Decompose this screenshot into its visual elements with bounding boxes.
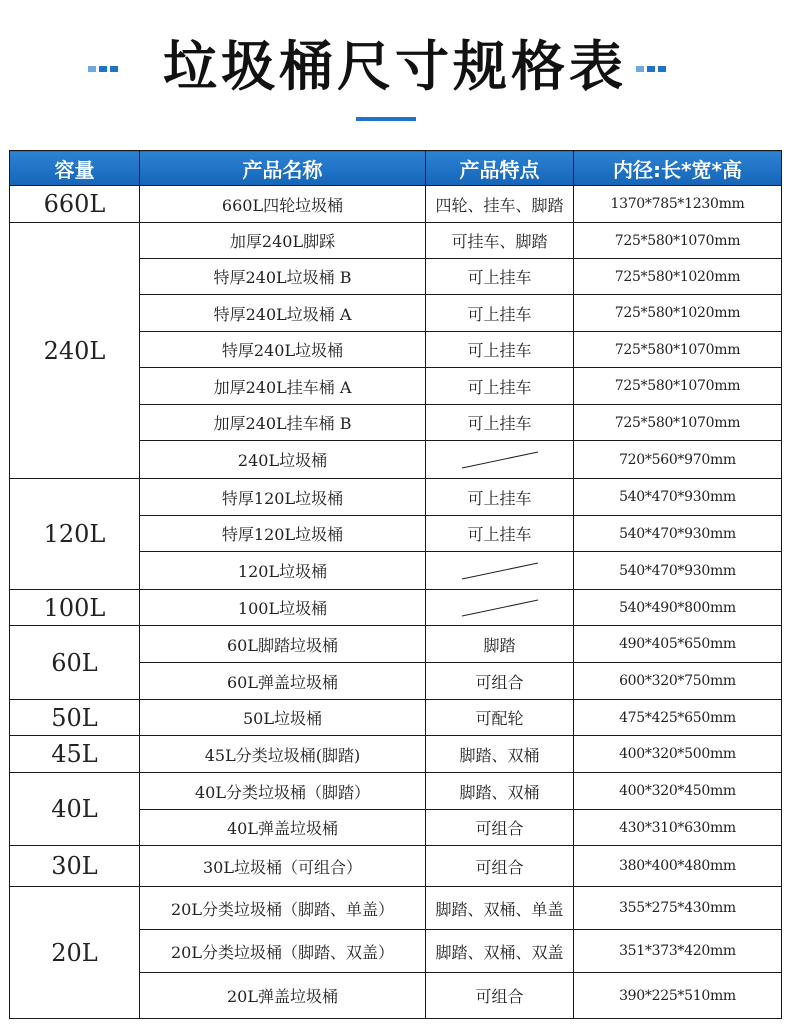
table-row <box>10 479 782 516</box>
dimension-cell: 400*320*500mm <box>574 736 782 773</box>
feature-cell <box>426 552 574 590</box>
product-name-cell: 加厚240L脚踩 <box>140 223 426 259</box>
product-name-cell: 100L垃圾桶 <box>140 590 426 626</box>
feature-cell: 四轮、挂车、脚踏 <box>426 186 574 223</box>
feature-cell <box>426 590 574 626</box>
table-row <box>10 887 782 930</box>
product-name-cell: 50L垃圾桶 <box>140 700 426 736</box>
title-decoration-right <box>636 66 666 72</box>
table-row <box>10 773 782 810</box>
empty-slash-icon <box>460 596 540 620</box>
dimension-cell: 490*405*650mm <box>574 626 782 663</box>
product-name-cell: 加厚240L挂车桶 A <box>140 368 426 405</box>
dimension-cell: 1370*785*1230mm <box>574 186 782 223</box>
table-row <box>10 626 782 663</box>
product-name-cell: 240L垃圾桶 <box>140 441 426 479</box>
dimension-cell: 540*470*930mm <box>574 516 782 552</box>
feature-cell: 脚踏、双桶 <box>426 736 574 773</box>
product-name-cell: 加厚240L挂车桶 B <box>140 405 426 441</box>
dimension-cell: 351*373*420mm <box>574 930 782 973</box>
product-name-cell: 40L弹盖垃圾桶 <box>140 810 426 846</box>
feature-cell: 可组合 <box>426 846 574 887</box>
product-name-cell: 60L弹盖垃圾桶 <box>140 663 426 700</box>
product-name-cell: 特厚240L垃圾桶 B <box>140 259 426 295</box>
dimension-cell: 400*320*450mm <box>574 773 782 810</box>
header-dimensions: 内径:长*宽*高 <box>574 151 782 186</box>
capacity-cell: 60L <box>10 626 140 700</box>
empty-slash-icon <box>460 448 540 472</box>
table-header-row <box>10 151 782 186</box>
feature-cell: 可上挂车 <box>426 479 574 516</box>
feature-cell <box>426 441 574 479</box>
feature-cell: 可上挂车 <box>426 332 574 368</box>
dimension-cell: 540*470*930mm <box>574 479 782 516</box>
feature-cell: 可组合 <box>426 663 574 700</box>
dimension-cell: 725*580*1070mm <box>574 332 782 368</box>
title-underline <box>356 117 416 121</box>
feature-cell: 脚踏、双桶、单盖 <box>426 887 574 930</box>
dimension-cell: 600*320*750mm <box>574 663 782 700</box>
capacity-cell: 40L <box>10 773 140 846</box>
dimension-cell: 725*580*1070mm <box>574 405 782 441</box>
capacity-cell: 45L <box>10 736 140 773</box>
feature-cell: 可配轮 <box>426 700 574 736</box>
dimension-cell: 540*470*930mm <box>574 552 782 590</box>
dimension-cell: 540*490*800mm <box>574 590 782 626</box>
dimension-cell: 725*580*1020mm <box>574 295 782 332</box>
capacity-cell: 100L <box>10 590 140 626</box>
product-name-cell: 特厚240L垃圾桶 <box>140 332 426 368</box>
product-name-cell: 45L分类垃圾桶(脚踏) <box>140 736 426 773</box>
dimension-cell: 430*310*630mm <box>574 810 782 846</box>
dimension-cell: 725*580*1070mm <box>574 368 782 405</box>
dimension-cell: 475*425*650mm <box>574 700 782 736</box>
table-body <box>10 186 782 1019</box>
feature-cell: 脚踏 <box>426 626 574 663</box>
dimension-cell: 725*580*1070mm <box>574 223 782 259</box>
header-product-name: 产品名称 <box>140 151 426 186</box>
feature-cell: 可上挂车 <box>426 405 574 441</box>
product-name-cell: 20L分类垃圾桶（脚踏、双盖） <box>140 930 426 973</box>
product-name-cell: 660L四轮垃圾桶 <box>140 186 426 223</box>
spec-table <box>9 150 782 1019</box>
dimension-cell: 390*225*510mm <box>574 973 782 1019</box>
feature-cell: 可上挂车 <box>426 259 574 295</box>
product-name-cell: 20L分类垃圾桶（脚踏、单盖） <box>140 887 426 930</box>
feature-cell: 可上挂车 <box>426 368 574 405</box>
product-name-cell: 特厚120L垃圾桶 <box>140 516 426 552</box>
capacity-cell: 20L <box>10 887 140 1019</box>
feature-cell: 可挂车、脚踏 <box>426 223 574 259</box>
capacity-cell: 50L <box>10 700 140 736</box>
dimension-cell: 725*580*1020mm <box>574 259 782 295</box>
page-title: 垃圾桶尺寸规格表 <box>163 35 627 98</box>
table-row <box>10 736 782 773</box>
feature-cell: 可组合 <box>426 973 574 1019</box>
product-name-cell: 60L脚踏垃圾桶 <box>140 626 426 663</box>
table-row <box>10 590 782 626</box>
table-row <box>10 846 782 887</box>
header-features: 产品特点 <box>426 151 574 186</box>
capacity-cell: 30L <box>10 846 140 887</box>
table-row <box>10 223 782 259</box>
product-name-cell: 特厚120L垃圾桶 <box>140 479 426 516</box>
feature-cell: 脚踏、双桶 <box>426 773 574 810</box>
dimension-cell: 355*275*430mm <box>574 887 782 930</box>
capacity-cell: 660L <box>10 186 140 223</box>
capacity-cell: 120L <box>10 479 140 590</box>
feature-cell: 可上挂车 <box>426 295 574 332</box>
feature-cell: 可上挂车 <box>426 516 574 552</box>
dimension-cell: 720*560*970mm <box>574 441 782 479</box>
feature-cell: 可组合 <box>426 810 574 846</box>
product-name-cell: 20L弹盖垃圾桶 <box>140 973 426 1019</box>
product-name-cell: 120L垃圾桶 <box>140 552 426 590</box>
product-name-cell: 30L垃圾桶（可组合） <box>140 846 426 887</box>
capacity-cell: 240L <box>10 223 140 479</box>
feature-cell: 脚踏、双桶、双盖 <box>426 930 574 973</box>
empty-slash-icon <box>460 559 540 583</box>
dimension-cell: 380*400*480mm <box>574 846 782 887</box>
product-name-cell: 40L分类垃圾桶（脚踏） <box>140 773 426 810</box>
product-name-cell: 特厚240L垃圾桶 A <box>140 295 426 332</box>
table-row <box>10 186 782 223</box>
table-row <box>10 700 782 736</box>
header-capacity: 容量 <box>10 151 140 186</box>
title-block <box>0 0 790 130</box>
